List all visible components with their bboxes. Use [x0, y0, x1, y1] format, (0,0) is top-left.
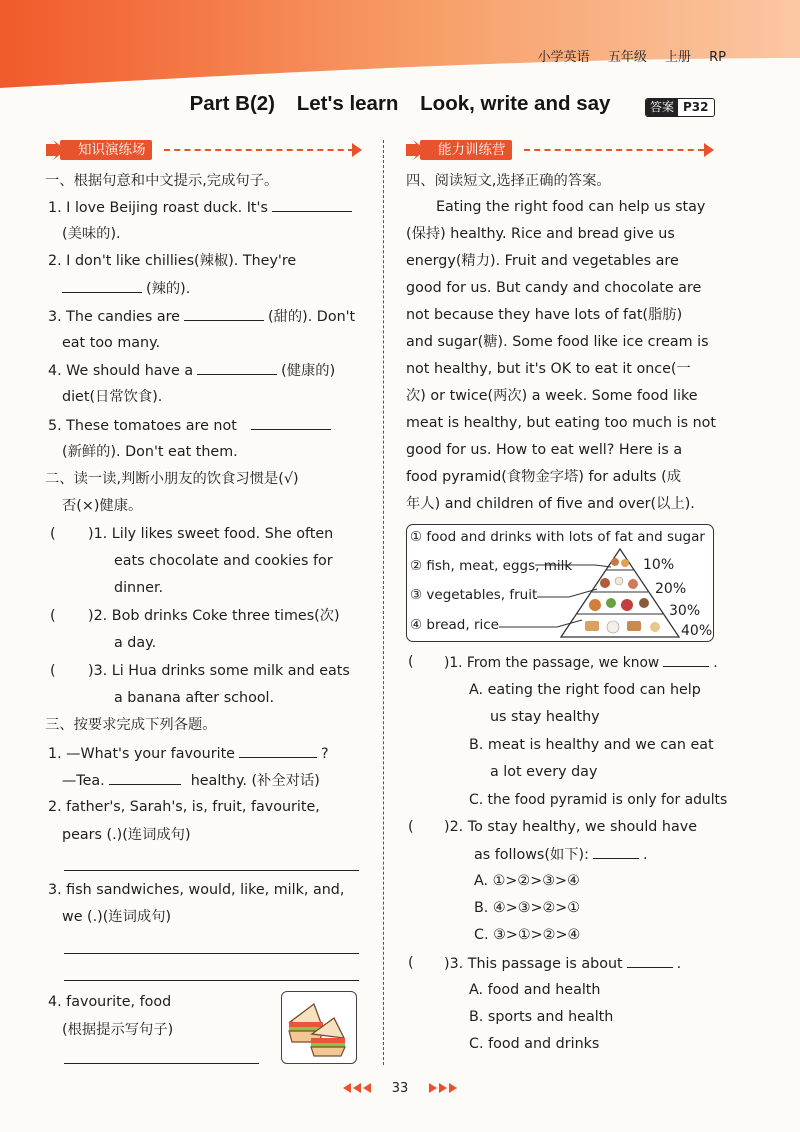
r-q1-stem: )1. From the passage, we know . [444, 655, 718, 671]
s2-q1-c: dinner. [114, 580, 164, 596]
answer-line[interactable] [64, 953, 359, 954]
prev-arrow-icon [363, 1083, 371, 1093]
subject-label: 小学英语 [537, 50, 590, 65]
passage-line: Eating the right food can help us stay [436, 199, 706, 215]
prev-arrow-icon [353, 1083, 361, 1093]
r-q3-option-b[interactable]: B. sports and health [469, 1009, 614, 1025]
r-q3-option-c[interactable]: C. food and drinks [469, 1036, 600, 1052]
r-q1-option-a[interactable]: A. eating the right food can help [469, 682, 701, 698]
s3-q2-b: pears (.)(连词成句) [62, 827, 191, 843]
passage-line: not healthy, but it's OK to eat it once(一 [406, 361, 691, 377]
s3-q4-b: (根据提示写句子) [62, 1022, 174, 1038]
q2-line-b: (辣的). [62, 279, 190, 298]
answer-paren[interactable]: ( [50, 608, 56, 624]
pyramid-percent-3: 30% [669, 603, 701, 619]
answer-line[interactable] [64, 980, 359, 981]
q4-line-a: 4. We should have a (健康的) [48, 363, 336, 379]
dashed-rule [524, 149, 704, 151]
passage-line: 年人) and children of five and over(以上). [406, 496, 695, 512]
title-lesson: Let's learn [296, 92, 399, 115]
s2-q3-a: )3. Li Hua drinks some milk and eats [88, 663, 350, 679]
section-3-title: 三、按要求完成下列各题。 [45, 717, 217, 733]
answer-paren[interactable]: ( [408, 654, 414, 670]
answer-blank[interactable] [109, 771, 181, 785]
section-1-title: 一、根据句意和中文提示,完成句子。 [45, 173, 279, 189]
dash-arrow-icon [352, 143, 362, 157]
grade-label: 五年级 [607, 50, 647, 65]
sandwich-icon [282, 992, 355, 1062]
r-q2-option-b[interactable]: B. ④>③>②>① [474, 900, 581, 916]
s3-q4-a: 4. favourite, food [48, 994, 172, 1010]
q5-line-a: 5. These tomatoes are not [48, 416, 335, 435]
title-part: Part B(2) [189, 92, 276, 115]
q1-line-a: 1. I love Beijing roast duck. It's [48, 198, 356, 217]
sandwich-picture [281, 991, 357, 1064]
answer-blank[interactable] [593, 845, 639, 859]
answer-blank[interactable] [251, 416, 331, 430]
r-q1-option-b[interactable]: B. meat is healthy and we can eat [469, 737, 714, 753]
q2-line-a: 2. I don't like chillies(辣椒). They're [48, 253, 297, 269]
passage-line: 次) or twice(两次) a week. Some food like [406, 388, 698, 404]
r-q1-option-c[interactable]: C. the food pyramid is only for adults [469, 792, 728, 808]
answer-line[interactable] [64, 1063, 259, 1064]
next-arrow-icon [449, 1083, 457, 1093]
answer-blank[interactable] [62, 279, 142, 293]
r-q3-option-a[interactable]: A. food and health [469, 982, 601, 998]
r-q2-stem: )2. To stay healthy, we should have [444, 819, 698, 835]
volume-label: 上册 [664, 50, 691, 65]
passage-line: food pyramid(食物金字塔) for adults (成 [406, 469, 682, 485]
answer-paren[interactable]: ( [50, 663, 56, 679]
pyramid-percent-1: 10% [643, 557, 675, 573]
pyramid-percent-2: 20% [655, 581, 687, 597]
answer-blank[interactable] [197, 361, 277, 375]
column-divider [383, 140, 384, 1065]
passage-line: (保持) healthy. Rice and bread give us [406, 226, 675, 242]
s2-q1-a: )1. Lily likes sweet food. She often [88, 526, 334, 542]
section-2-title-2: 否(×)健康。 [62, 498, 143, 514]
r-q1-option-b-cont: a lot every day [490, 764, 598, 780]
q3-line-c: eat too many. [62, 335, 161, 351]
food-pyramid-figure [406, 524, 714, 642]
answer-paren[interactable]: ( [50, 526, 56, 542]
passage-line: energy(精力). Fruit and vegetables are [406, 253, 679, 269]
pyramid-label-4: ④ bread, rice [410, 617, 499, 633]
q1-line-b: (美味的). [62, 226, 121, 242]
answer-blank[interactable] [663, 653, 709, 667]
answer-label: 答案 [646, 99, 678, 116]
r-q2-option-c[interactable]: C. ③>①>②>④ [474, 927, 581, 943]
r-q3-stem: )3. This passage is about . [444, 956, 682, 972]
pyramid-percent-4: 40% [681, 623, 713, 639]
answer-blank[interactable] [184, 307, 264, 321]
answer-tag [645, 98, 715, 117]
section-4-title: 四、阅读短文,选择正确的答案。 [406, 173, 611, 189]
s2-q1-b: eats chocolate and cookies for [114, 553, 333, 569]
prev-arrow-icon [343, 1083, 351, 1093]
passage-line: good for us. But candy and chocolate are [406, 280, 702, 296]
answer-blank[interactable] [272, 198, 352, 212]
q5-line-b: (新鲜的). Don't eat them. [62, 444, 238, 460]
r-q1-option-a-cont: us stay healthy [490, 709, 600, 725]
answer-paren[interactable]: ( [408, 819, 414, 835]
pyramid-label-1: ① food and drinks with lots of fat and sugar [410, 529, 705, 545]
title-task: Look, write and say [420, 92, 611, 115]
passage-line: meat is healthy, but eating too much is not [406, 415, 716, 431]
pyramid-label-2: ② fish, meat, eggs, milk [410, 558, 573, 574]
section-tag: 知识演练场 [60, 140, 152, 160]
passage-line: not because they have lots of fat(脂肪) [406, 307, 683, 323]
answer-paren[interactable]: ( [408, 955, 414, 971]
edition-label: RP [709, 50, 726, 65]
dashed-rule [164, 149, 354, 151]
s3-q1-a: 1. —What's your favourite ? [48, 746, 329, 762]
s3-q1-b: —Tea. healthy. (补全对话) [62, 773, 320, 789]
answer-page: P32 [678, 99, 714, 116]
left-heading [44, 138, 364, 162]
pyramid-label-3: ③ vegetables, fruit [410, 587, 538, 603]
page-footer [0, 1081, 800, 1096]
s2-q2-b: a day. [114, 635, 157, 651]
s2-q2-a: )2. Bob drinks Coke three times(次) [88, 608, 340, 624]
passage-line: good for us. How to eat well? Here is a [406, 442, 683, 458]
right-heading [404, 138, 724, 162]
next-arrow-icon [439, 1083, 447, 1093]
q3-line-a: 3. The candies are (甜的). Don't [48, 309, 356, 325]
answer-blank[interactable] [627, 954, 673, 968]
section-2-title: 二、读一读,判断小朋友的饮食习惯是(√) [45, 471, 299, 487]
answer-line[interactable] [64, 870, 359, 871]
dash-arrow-icon [704, 143, 714, 157]
s2-q3-b: a banana after school. [114, 690, 275, 706]
passage-line: and sugar(糖). Some food like ice cream is [406, 334, 709, 350]
s3-q2-a: 2. father's, Sarah's, is, fruit, favourite, [48, 799, 320, 815]
page-number: 33 [391, 1081, 409, 1096]
answer-blank[interactable] [239, 744, 317, 758]
r-q2-stem-2: as follows(如下): . [474, 847, 648, 863]
next-arrow-icon [429, 1083, 437, 1093]
q4-line-c: diet(日常饮食). [62, 389, 163, 405]
s3-q3-a: 3. fish sandwiches, would, like, milk, and, [48, 882, 345, 898]
s3-q3-b: we (.)(连词成句) [62, 909, 172, 925]
book-info [538, 46, 726, 65]
r-q2-option-a[interactable]: A. ①>②>③>④ [474, 873, 580, 889]
section-tag: 能力训练营 [420, 140, 512, 160]
